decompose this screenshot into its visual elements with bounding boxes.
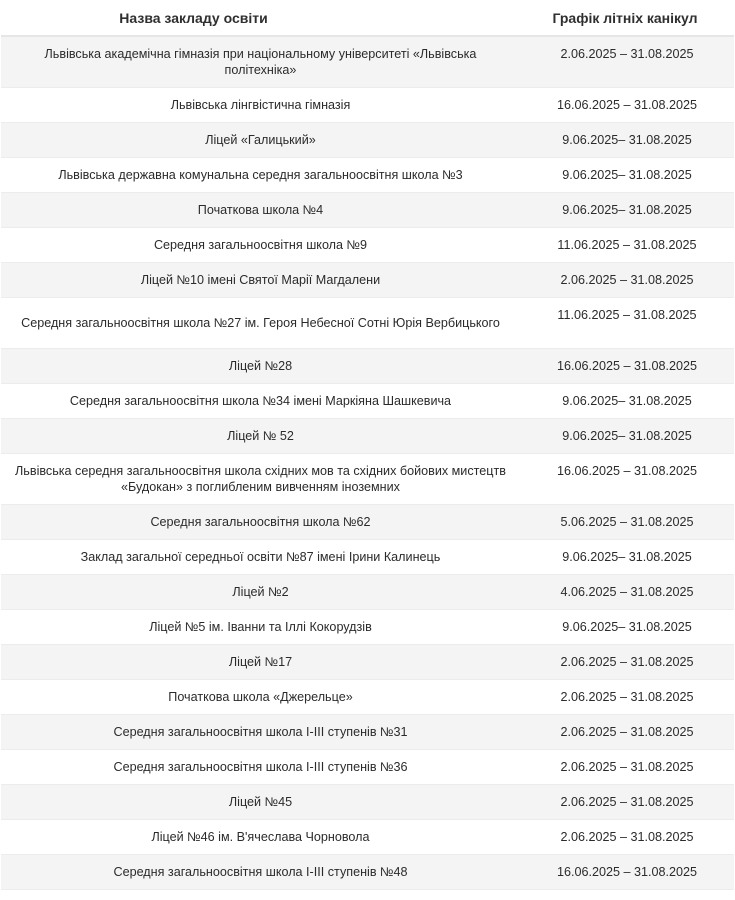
schedule-cell: 2.06.2025 – 31.08.2025 [516, 679, 734, 714]
schedule-cell: 5.06.2025 – 31.08.2025 [516, 504, 734, 539]
table-row [1, 418, 734, 453]
school-name-cell: Львівська лінгвістична гімназія [1, 87, 516, 122]
table-row [1, 504, 734, 539]
school-name-cell: Ліцей №5 ім. Іванни та Іллі Кокорудзів [1, 609, 516, 644]
school-name-cell: Ліцей №46 ім. В'ячеслава Чорновола [1, 819, 516, 854]
schedule-cell: 16.06.2025 – 31.08.2025 [516, 453, 734, 504]
table-row [1, 348, 734, 383]
schedule-cell: 11.06.2025 – 31.08.2025 [516, 297, 734, 348]
schedule-cell: 2.06.2025 – 31.08.2025 [516, 784, 734, 819]
school-name-cell: Ліцей «Галицький» [1, 122, 516, 157]
column-header-schedule: Графік літніх канікул [516, 0, 734, 36]
school-name-cell: Середня загальноосвітня школа №34 імені Маркіяна Шашкевича [1, 383, 516, 418]
table-row [1, 453, 734, 504]
school-name-cell: Ліцей №2 [1, 574, 516, 609]
school-name-cell: Ліцей №10 імені Святої Марії Магдалени [1, 262, 516, 297]
school-name-cell: Львівська державна комунальна середня загальноосвітня школа №3 [1, 157, 516, 192]
schedule-cell: 2.06.2025 – 31.08.2025 [516, 36, 734, 87]
header-row [1, 0, 734, 36]
school-name-cell: Львівська середня загальноосвітня школа східних мов та східних бойових мистецтв «Будокан» з поглибленим вивченням іноземних [1, 453, 516, 504]
table-header [1, 0, 734, 36]
table-row [1, 539, 734, 574]
table-row [1, 297, 734, 348]
table-row [1, 679, 734, 714]
table-row [1, 383, 734, 418]
schedule-cell: 2.06.2025 – 31.08.2025 [516, 714, 734, 749]
schedule-cell: 9.06.2025– 31.08.2025 [516, 157, 734, 192]
table-body [1, 36, 734, 889]
table-row [1, 192, 734, 227]
school-name-cell: Середня загальноосвітня школа I-III ступенів №48 [1, 854, 516, 889]
school-name-cell: Середня загальноосвітня школа I-III ступенів №36 [1, 749, 516, 784]
table-row [1, 644, 734, 679]
schedule-cell: 4.06.2025 – 31.08.2025 [516, 574, 734, 609]
schedule-cell: 16.06.2025 – 31.08.2025 [516, 854, 734, 889]
schedule-cell: 2.06.2025 – 31.08.2025 [516, 749, 734, 784]
column-header-name: Назва закладу освіти [1, 0, 516, 36]
schedule-cell: 9.06.2025– 31.08.2025 [516, 383, 734, 418]
school-name-cell: Середня загальноосвітня школа I-III ступенів №31 [1, 714, 516, 749]
school-name-cell: Львівська академічна гімназія при національному університеті «Львівська політехніка» [1, 36, 516, 87]
schedule-cell: 16.06.2025 – 31.08.2025 [516, 348, 734, 383]
table-row [1, 157, 734, 192]
schedule-cell: 2.06.2025 – 31.08.2025 [516, 644, 734, 679]
table-row [1, 819, 734, 854]
table-row [1, 227, 734, 262]
schedule-cell: 11.06.2025 – 31.08.2025 [516, 227, 734, 262]
school-name-cell: Початкова школа «Джерельце» [1, 679, 516, 714]
table-row [1, 609, 734, 644]
schedule-cell: 9.06.2025– 31.08.2025 [516, 192, 734, 227]
school-name-cell: Ліцей №17 [1, 644, 516, 679]
schedule-cell: 16.06.2025 – 31.08.2025 [516, 87, 734, 122]
table-row [1, 87, 734, 122]
school-name-cell: Заклад загальної середньої освіти №87 імені Ірини Калинець [1, 539, 516, 574]
table-row [1, 749, 734, 784]
schedule-cell: 2.06.2025 – 31.08.2025 [516, 819, 734, 854]
school-name-cell: Середня загальноосвітня школа №27 ім. Героя Небесної Сотні Юрія Вербицького [1, 297, 516, 348]
schedule-cell: 2.06.2025 – 31.08.2025 [516, 262, 734, 297]
school-name-cell: Ліцей №28 [1, 348, 516, 383]
table-row [1, 36, 734, 87]
school-name-cell: Середня загальноосвітня школа №62 [1, 504, 516, 539]
table-row [1, 854, 734, 889]
table-row [1, 784, 734, 819]
school-name-cell: Початкова школа №4 [1, 192, 516, 227]
table-row [1, 574, 734, 609]
schedule-cell: 9.06.2025– 31.08.2025 [516, 418, 734, 453]
table-row [1, 262, 734, 297]
schedule-cell: 9.06.2025– 31.08.2025 [516, 539, 734, 574]
table-row [1, 714, 734, 749]
school-name-cell: Ліцей № 52 [1, 418, 516, 453]
schedule-cell: 9.06.2025– 31.08.2025 [516, 609, 734, 644]
school-name-cell: Ліцей №45 [1, 784, 516, 819]
schedule-cell: 9.06.2025– 31.08.2025 [516, 122, 734, 157]
summer-holidays-table [1, 0, 734, 890]
table-row [1, 122, 734, 157]
school-name-cell: Середня загальноосвітня школа №9 [1, 227, 516, 262]
